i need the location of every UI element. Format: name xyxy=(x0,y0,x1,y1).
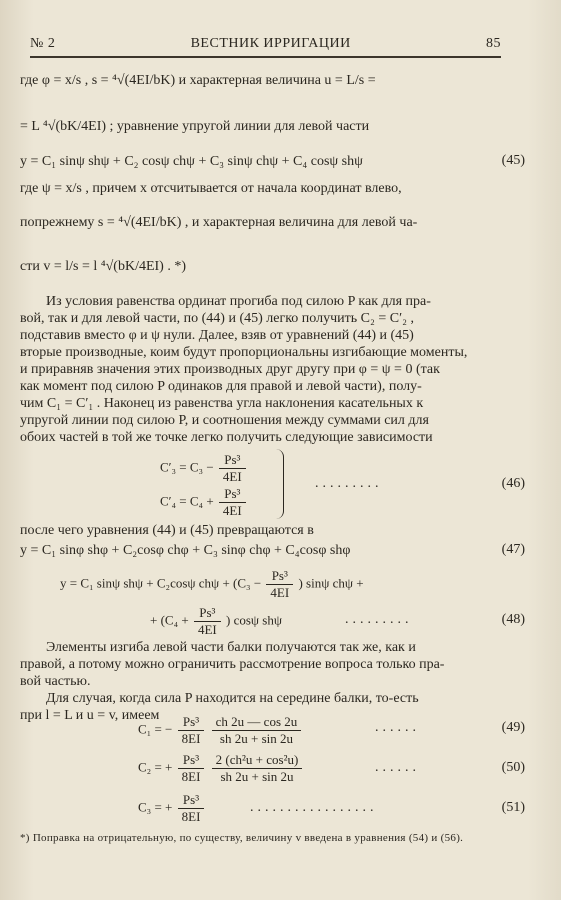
paragraph-line: при l = L и u = v, имеем xyxy=(20,708,160,723)
equation-45-line: y = C₁ sinψ shψ + C₂ cosψ chψ + C₃ sinψ chψ + C₄ cosψ shψ xyxy=(20,154,363,169)
text-line-2: = L ⁴√(bK/4EI) ; уравнение упругой линии для левой части xyxy=(20,119,370,134)
equation-c4-prime: C′₄ = C₄ + $\frac{\text{Ps³}}{4EI}$ xyxy=(160,486,248,519)
equation-number-48: (48) xyxy=(501,612,525,627)
leader-dots: ................. xyxy=(250,800,378,815)
equation-number-47: (47) xyxy=(501,542,525,557)
system-brace xyxy=(275,449,284,519)
equation-c1: C₁ = − $\frac{\text{Ps³}}{8EI}$ $\frac{ch 2u — \cos 2u}{sh 2u + \sin 2u}$ xyxy=(138,714,303,747)
footnote: *) Поправка на отрицательную, по существу, величину v введена в уравнения (54) и (56). xyxy=(20,832,464,844)
paragraph-line: вой, так и для левой части, по (44) и (45) легко получить C₂ = C′₂ , xyxy=(20,311,415,326)
issue-number: № 2 xyxy=(30,36,56,51)
paragraph-line: правой, а потому можно ограничить рассмотрение вопроса только пра- xyxy=(20,657,445,672)
equation-number-49: (49) xyxy=(501,720,525,735)
equation-c3-prime: C′₃ = C₃ − $\frac{\text{Ps³}}{4EI}$ xyxy=(160,452,248,485)
equation-number-46: (46) xyxy=(501,476,525,491)
text-line-3: где ψ = x/s , причем x отсчитывается от начала координат влево, xyxy=(20,181,402,196)
equation-47-line: y = C₁ sinφ shφ + C₂cosφ chφ + C₃ sinφ chφ + C₄cosφ shφ xyxy=(20,543,351,558)
paragraph-line: и приравняв значения этих производных друг другу при φ = ψ = 0 (так xyxy=(20,362,440,377)
equation-48-first-line: y = C₁ sinψ shψ + C₂cosψ chψ + (C₃ − $\frac{\text{Ps³}}{4EI}$ ) sinψ chψ + xyxy=(60,568,364,600)
equation-48-second-line: + (C₄ + $\frac{\text{Ps³}}{4EI}$ ) cosψ shψ xyxy=(150,605,282,637)
equation-number-51: (51) xyxy=(501,800,525,815)
equation-c3: C₃ = + $\frac{\text{Ps³}}{8EI}$ xyxy=(138,792,206,825)
paragraph-line: Для случая, когда сила P находится на середине балки, то-есть xyxy=(46,691,419,706)
paragraph-line: вторые производные, коим будут пропорциональны изгибающие моменты, xyxy=(20,345,468,360)
paragraph-line: после чего уравнения (44) и (45) превращаются в xyxy=(20,523,314,538)
paragraph-line: вой частью. xyxy=(20,674,91,689)
text-line-4: попрежнему s = ⁴√(4EI/bK) , и характерная величина для левой ча- xyxy=(20,215,418,230)
leader-dots: ......... xyxy=(345,612,413,627)
page-number: 85 xyxy=(485,36,501,51)
paragraph-line: упругой линии под силою P, и соотношения между суммами сил для xyxy=(20,413,429,428)
header-rule xyxy=(30,56,501,58)
paragraph-line: Элементы изгиба левой части балки получаются так же, как и xyxy=(46,640,416,655)
paragraph-line: обоих частей в той же точке легко получить следующие зависимости xyxy=(20,430,433,445)
paragraph-line: подставив вместо φ и ψ нули. Далее, взяв от уравнений (44) и (45) xyxy=(20,328,414,343)
leader-dots: ......... xyxy=(315,476,383,491)
paragraph-line: Из условия равенства ординат прогиба под силою P как для пра- xyxy=(46,294,431,309)
page-header xyxy=(30,33,501,55)
text-line-5: сти v = l/s = l ⁴√(bK/4EI) . *) xyxy=(20,259,186,274)
equation-number-45: (45) xyxy=(501,153,525,168)
paragraph-line: как момент под силою P одинаков для правой и левой части), полу- xyxy=(20,379,422,394)
leader-dots: ...... xyxy=(375,760,420,775)
journal-title: ВЕСТНИК ИРРИГАЦИИ xyxy=(190,36,351,51)
equation-c2: C₂ = + $\frac{\text{Ps³}}{8EI}$ $\frac{\text{2 (ch²u + cos²u)}}{sh 2u + \sin 2u}$ xyxy=(138,752,304,785)
equation-number-50: (50) xyxy=(501,760,525,775)
leader-dots: ...... xyxy=(375,720,420,735)
paragraph-line: чим C₁ = C′₁ . Наконец из равенства угла наклонения касательных к xyxy=(20,396,424,411)
text-line-1: где φ = x/s , s = ⁴√(4EI/bK) и характерная величина u = L/s = xyxy=(20,73,376,88)
